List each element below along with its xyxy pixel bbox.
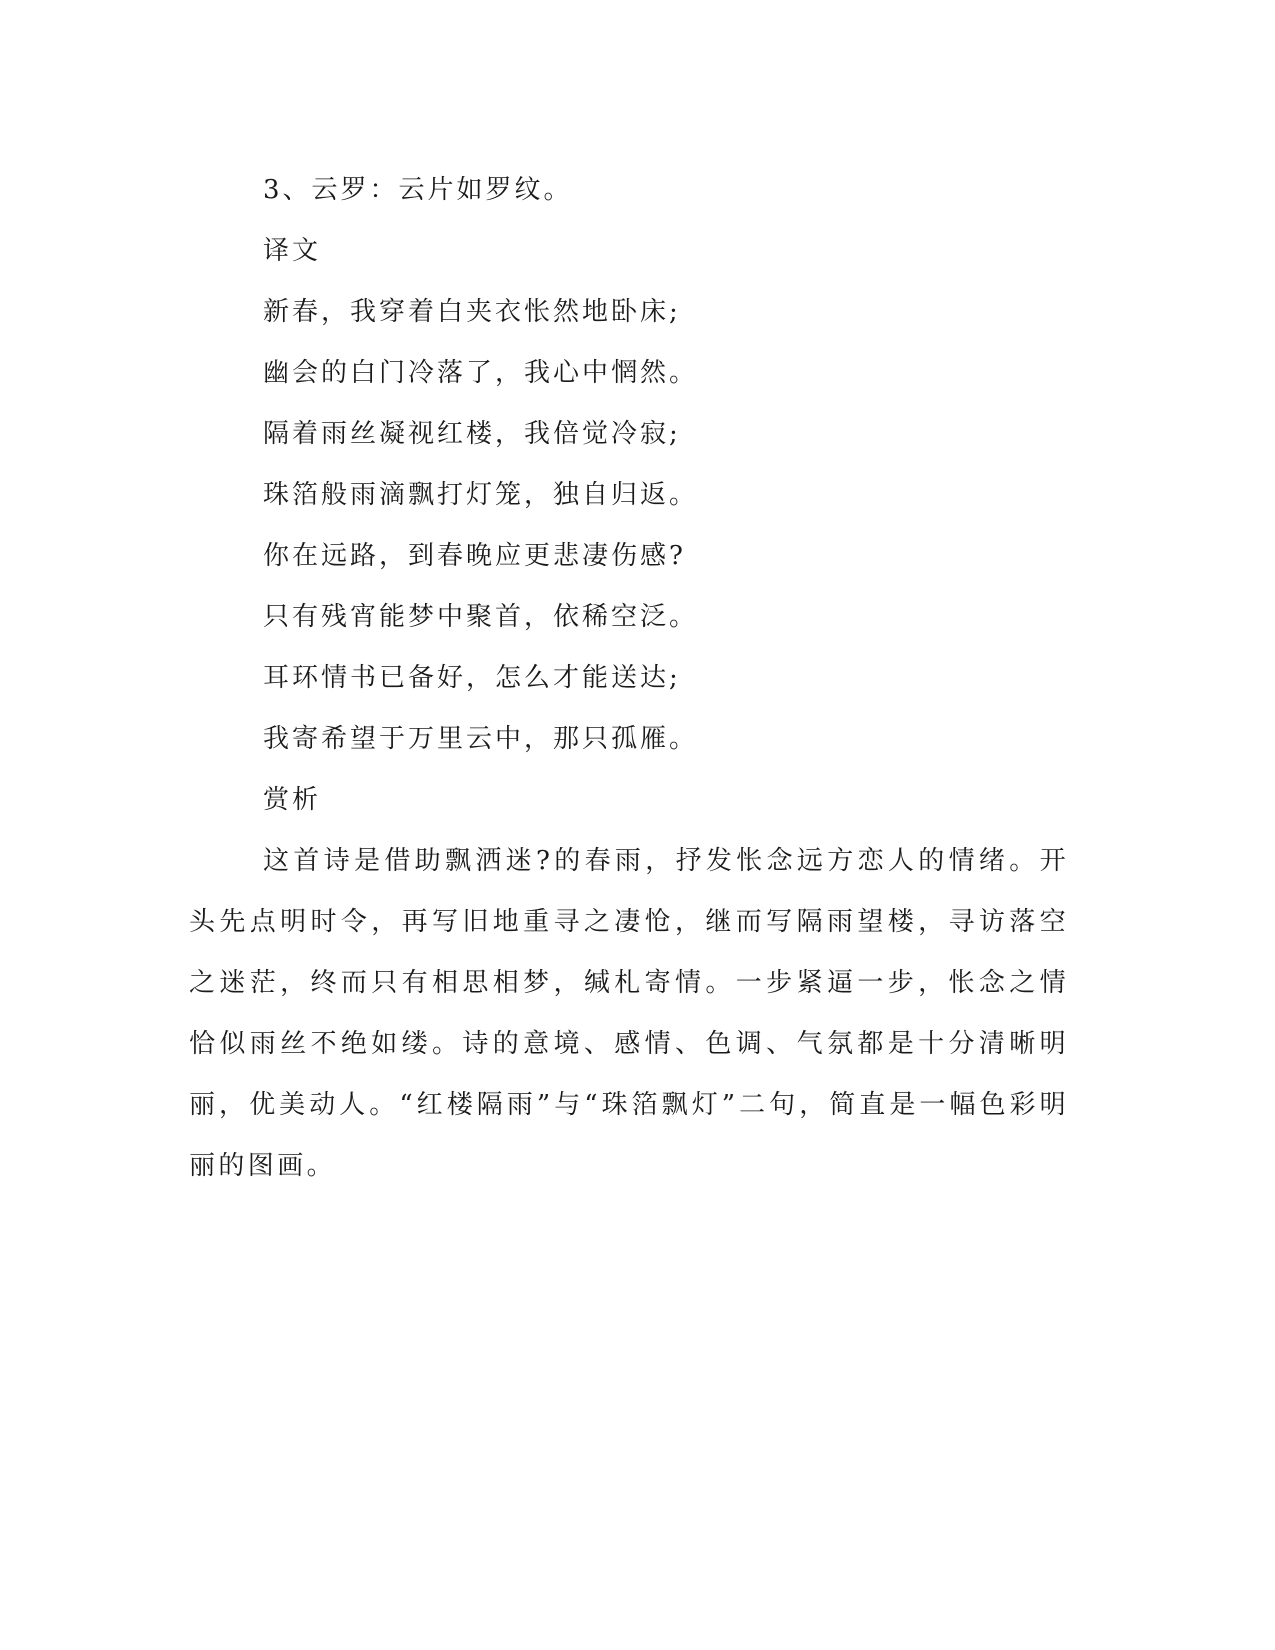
translation-line: 我寄希望于万里云中，那只孤雁。 bbox=[263, 724, 699, 754]
annotation-note-3: 3、云罗：云片如罗纹。 bbox=[263, 175, 573, 205]
translation-line: 只有残宵能梦中聚首，依稀空泛。 bbox=[263, 602, 699, 632]
appreciation-heading: 赏析 bbox=[263, 785, 322, 815]
document-body bbox=[189, 160, 1069, 1197]
translation-line: 耳环情书已备好，怎么才能送达; bbox=[263, 663, 681, 693]
translation-heading: 译文 bbox=[263, 236, 322, 266]
translation-line: 隔着雨丝凝视红楼，我倍觉冷寂; bbox=[263, 419, 681, 449]
translation-line: 你在远路，到春晚应更悲凄伤感? bbox=[263, 541, 686, 571]
translation-line: 新春，我穿着白夹衣怅然地卧床; bbox=[263, 297, 681, 327]
translation-line: 珠箔般雨滴飘打灯笼，独自归返。 bbox=[263, 480, 699, 510]
appreciation-paragraph: 这首诗是借助飘洒迷?的春雨，抒发怅念远方恋人的情绪。开头先点明时令，再写旧地重寻之凄怆，继而写隔雨望楼，寻访落空之迷茫，终而只有相思相梦，缄札寄情。一步紧逼一步，怅念之情恰似雨丝不绝如缕。诗的意境、感情、色调、气氛都是十分清晰明丽，优美动人。“红楼隔雨”与“珠箔飘灯”二句，简直是一幅色彩明丽的图画。 bbox=[189, 846, 1069, 1181]
translation-line: 幽会的白门冷落了，我心中惘然。 bbox=[263, 358, 699, 388]
